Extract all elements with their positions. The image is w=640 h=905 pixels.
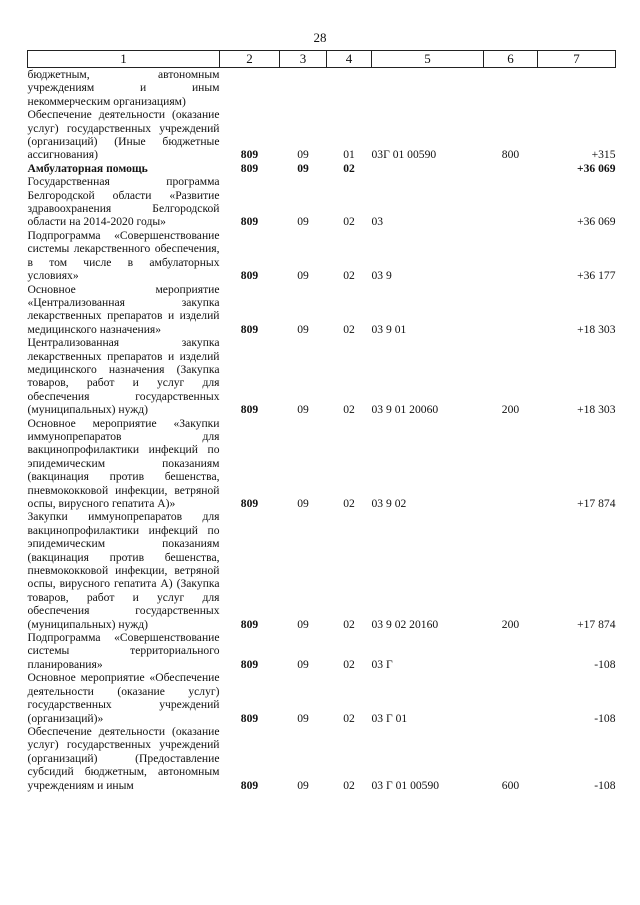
target-article-code: 03 Г 01 00590 bbox=[371, 778, 440, 792]
subsection-code: 02 bbox=[343, 322, 355, 336]
table-row bbox=[28, 229, 616, 283]
row-description bbox=[28, 510, 220, 631]
row-description-text: Централизованная закупка лекарственных препаратов и изделий медицинского назначения (Закупка товаров, работ и услуг для обеспечения государственных (муниципальных) нужд) bbox=[27, 336, 220, 417]
row-description-text: Амбулаторная помощь bbox=[27, 161, 148, 175]
table-row bbox=[28, 417, 616, 511]
amount: +36 069 bbox=[577, 215, 616, 229]
ministry-code: 809 bbox=[240, 778, 259, 792]
amount: +18 303 bbox=[577, 403, 616, 417]
ministry-code: 809 bbox=[240, 215, 259, 229]
section-code: 09 bbox=[297, 161, 309, 175]
target-article-code: 03Г 01 00590 bbox=[371, 148, 437, 162]
ministry-code: 809 bbox=[240, 497, 259, 510]
section-code bbox=[280, 68, 327, 109]
amount: +36 177 bbox=[577, 269, 616, 283]
row-description bbox=[28, 175, 220, 229]
row-description bbox=[28, 671, 220, 725]
expense-type-code: 600 bbox=[501, 778, 520, 792]
row-description bbox=[28, 283, 220, 337]
row-description-text: Основное мероприятие «Централизованная закупка лекарственных препаратов и изделий медицинского назначения» bbox=[27, 282, 220, 336]
table-body bbox=[28, 68, 616, 792]
table-header-row bbox=[28, 51, 616, 68]
section-code: 09 bbox=[297, 617, 309, 631]
row-description-text: Обеспечение деятельности (оказание услуг) государственных учреждений (организаций) (Предоставление субсидий бюджетным, автономным учреждениям и иным bbox=[27, 724, 220, 792]
expense-type-code bbox=[484, 68, 538, 109]
row-description bbox=[28, 229, 220, 283]
section-code: 09 bbox=[297, 403, 309, 417]
table-row bbox=[28, 283, 616, 337]
row-description-text: Основное мероприятие «Обеспечение деятельности (оказание услуг) государственных учреждений (организаций)» bbox=[27, 671, 220, 725]
table-row bbox=[28, 108, 616, 162]
expense-type-code: 200 bbox=[501, 403, 520, 417]
expense-type-code bbox=[484, 283, 538, 337]
row-description bbox=[28, 162, 220, 175]
ministry-code: 809 bbox=[240, 711, 259, 725]
subsection-code: 02 bbox=[343, 497, 355, 510]
table-row bbox=[28, 671, 616, 725]
row-description bbox=[28, 725, 220, 792]
expense-type-code bbox=[484, 631, 538, 671]
ministry-code: 809 bbox=[240, 617, 259, 631]
section-code: 09 bbox=[297, 215, 309, 229]
row-description-text: Закупки иммунопрепаратов для вакцинопрофилактики инфекций по эпидемическим показаниям (вакцинация против бешенства, пневмококковой инфекции, ветряной оспы, вирусного гепатита А) (Закупка товаров, работ и услуг для обеспечения государственных (муниципальных) нужд) bbox=[27, 510, 220, 631]
column-header: 1 bbox=[28, 51, 220, 68]
row-description-text: бюджетным, автономным учреждениям и иным некоммерческим организациям) bbox=[27, 68, 220, 108]
row-description bbox=[28, 68, 220, 109]
row-description-text: Подпрограмма «Совершенствование системы лекарственного обеспечения, в том числе в амбулаторных условиях» bbox=[27, 228, 220, 283]
row-description-text: Подпрограмма «Совершенствование системы территориального планирования» bbox=[27, 631, 220, 671]
section-code: 09 bbox=[297, 148, 309, 162]
subsection-code: 02 bbox=[343, 778, 355, 792]
page-number: 28 bbox=[313, 30, 327, 45]
amount: -108 bbox=[594, 711, 616, 725]
ministry-code: 809 bbox=[240, 161, 259, 175]
target-article-code bbox=[372, 162, 484, 175]
table-row bbox=[28, 510, 616, 631]
target-article-code: 03 bbox=[371, 215, 384, 229]
ministry-code: 809 bbox=[240, 403, 259, 417]
ministry-code: 809 bbox=[240, 322, 259, 336]
expense-type-code bbox=[484, 417, 538, 511]
expense-type-code: 800 bbox=[501, 148, 520, 162]
target-article-code: 03 9 bbox=[371, 269, 392, 283]
target-article-code bbox=[372, 68, 484, 109]
section-code: 09 bbox=[297, 778, 309, 792]
row-description bbox=[28, 336, 220, 416]
row-description bbox=[28, 108, 220, 162]
column-header: 4 bbox=[327, 51, 372, 68]
amount bbox=[538, 68, 616, 109]
column-header: 6 bbox=[484, 51, 538, 68]
section-code: 09 bbox=[297, 497, 309, 510]
amount: +17 874 bbox=[577, 497, 616, 510]
expense-type-code bbox=[484, 229, 538, 283]
column-header: 5 bbox=[372, 51, 484, 68]
expense-type-code bbox=[484, 671, 538, 725]
expense-type-code: 200 bbox=[501, 617, 520, 631]
subsection-code: 02 bbox=[343, 403, 355, 417]
expense-type-code bbox=[484, 175, 538, 229]
amount: +17 874 bbox=[577, 617, 616, 631]
row-description bbox=[28, 417, 220, 511]
target-article-code: 03 Г 01 bbox=[371, 711, 408, 725]
ministry-code bbox=[220, 68, 280, 109]
table-row bbox=[28, 68, 616, 109]
table-row bbox=[28, 725, 616, 792]
table-row bbox=[28, 336, 616, 416]
column-header: 2 bbox=[220, 51, 280, 68]
column-header: 3 bbox=[280, 51, 327, 68]
subsection-code: 02 bbox=[343, 161, 355, 175]
expense-type-code bbox=[484, 162, 538, 175]
ministry-code: 809 bbox=[240, 269, 259, 283]
section-code: 09 bbox=[297, 657, 309, 671]
target-article-code: 03 9 02 20160 bbox=[371, 617, 439, 631]
subsection-code: 02 bbox=[343, 215, 355, 229]
ministry-code: 809 bbox=[240, 657, 259, 671]
table-row bbox=[28, 162, 616, 175]
ministry-code: 809 bbox=[240, 148, 259, 162]
section-code: 09 bbox=[297, 322, 309, 336]
table-row bbox=[28, 631, 616, 671]
subsection-code: 01 bbox=[343, 148, 355, 162]
subsection-code: 02 bbox=[343, 711, 355, 725]
row-description-text: Основное мероприятие «Закупки иммунопрепаратов для вакцинопрофилактики инфекций по эпидемическим показаниям (вакцинация против бешенства, пневмококковой инфекции, ветряной оспы, вирусного гепатита А)» bbox=[27, 416, 220, 510]
amount: +18 303 bbox=[577, 322, 616, 336]
row-description bbox=[28, 631, 220, 671]
subsection-code bbox=[327, 68, 372, 109]
subsection-code: 02 bbox=[343, 269, 355, 283]
section-code: 09 bbox=[297, 711, 309, 725]
subsection-code: 02 bbox=[343, 617, 355, 631]
amount: -108 bbox=[594, 657, 616, 671]
amount: -108 bbox=[594, 778, 616, 792]
amount: +315 bbox=[591, 148, 616, 162]
subsection-code: 02 bbox=[343, 657, 355, 671]
table-row bbox=[28, 175, 616, 229]
target-article-code: 03 9 01 bbox=[371, 322, 407, 336]
target-article-code: 03 9 01 20060 bbox=[371, 403, 439, 417]
row-description-text: Обеспечение деятельности (оказание услуг) государственных учреждений (организаций) (Иные бюджетные ассигнования) bbox=[27, 108, 220, 162]
target-article-code: 03 Г bbox=[371, 657, 393, 671]
section-code: 09 bbox=[297, 269, 309, 283]
budget-table bbox=[27, 50, 616, 792]
column-header: 7 bbox=[538, 51, 616, 68]
amount: +36 069 bbox=[577, 161, 616, 175]
row-description-text: Государственная программа Белгородской области «Развитие здравоохранения Белгородской области на 2014-2020 годы» bbox=[27, 175, 220, 229]
target-article-code: 03 9 02 bbox=[371, 497, 407, 510]
